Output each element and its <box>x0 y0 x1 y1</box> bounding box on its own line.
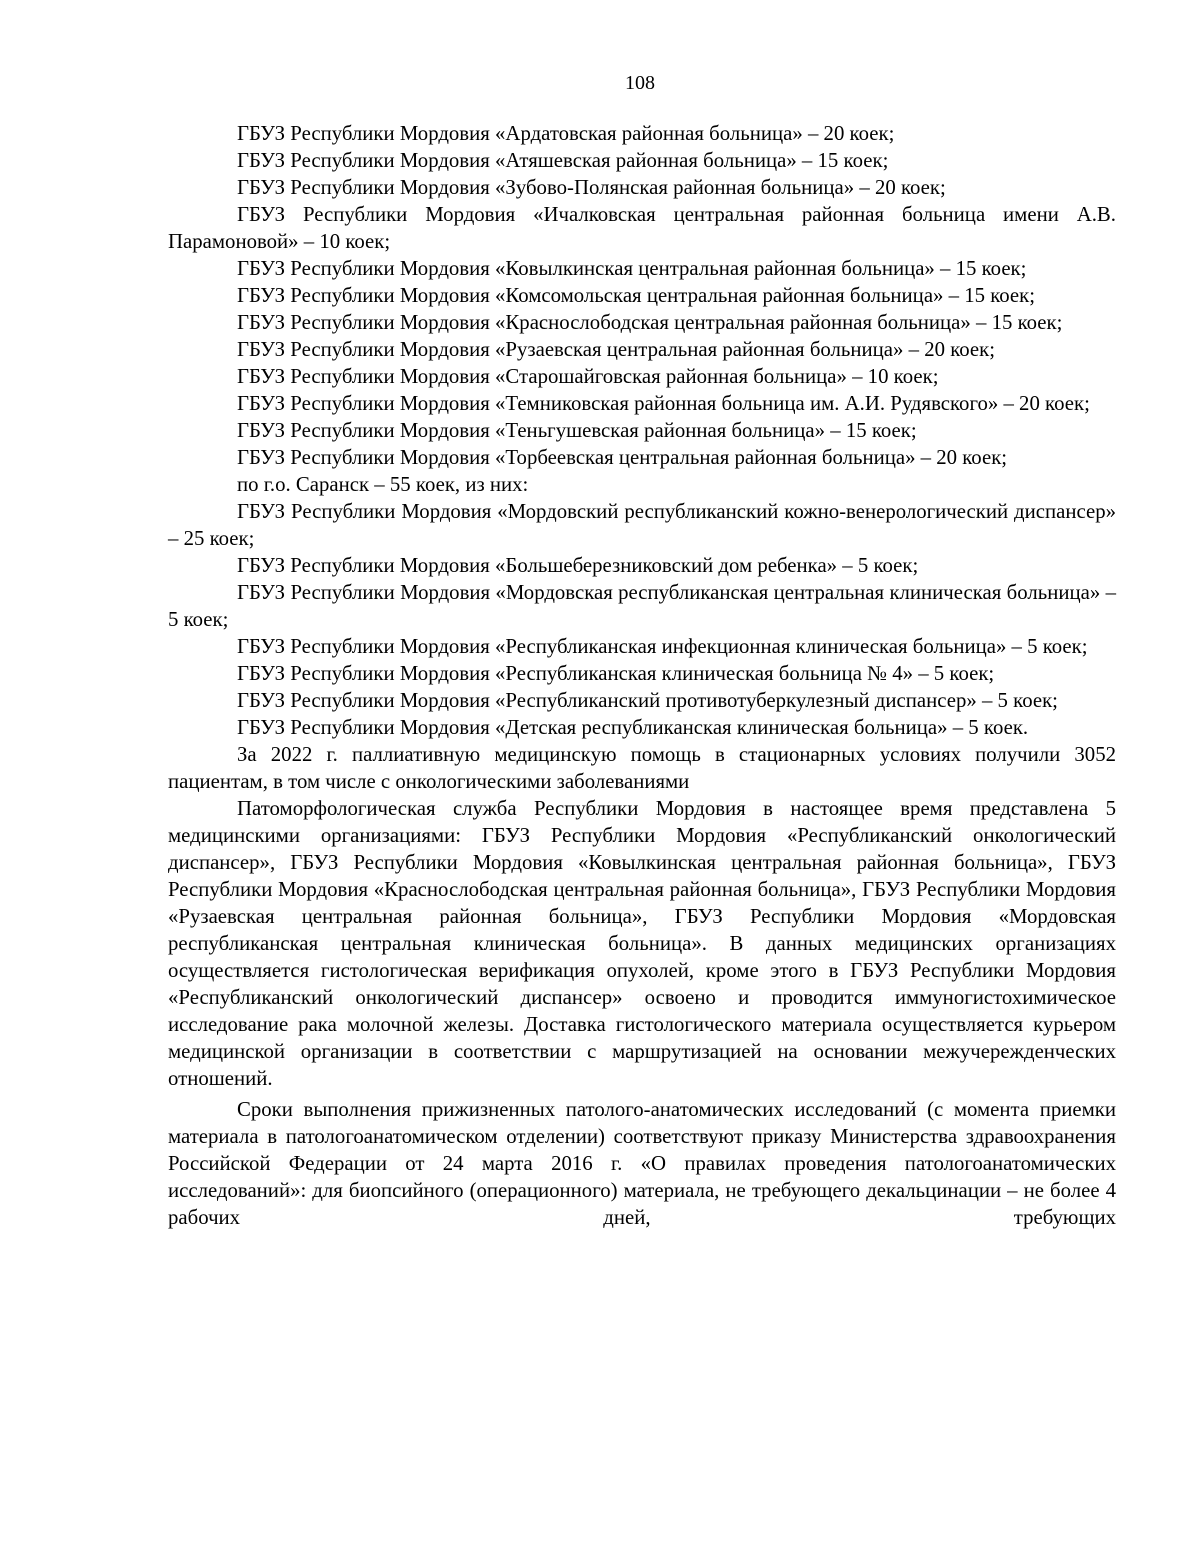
paragraph: ГБУЗ Республики Мордовия «Мордовская республиканская центральная клиническая больница» – 5 коек; <box>168 581 1116 631</box>
paragraph: ГБУЗ Республики Мордовия «Республиканский противотуберкулезный диспансер» – 5 коек; <box>237 689 1058 712</box>
paragraph: ГБУЗ Республики Мордовия «Ковылкинская центральная районная больница» – 15 коек; <box>237 257 1027 280</box>
paragraph: ГБУЗ Республики Мордовия «Атяшевская районная больница» – 15 коек; <box>237 149 889 172</box>
paragraph: ГБУЗ Республики Мордовия «Республиканская инфекционная клиническая больница» – 5 коек; <box>237 635 1088 658</box>
paragraph: ГБУЗ Республики Мордовия «Теньгушевская районная больница» – 15 коек; <box>237 419 917 442</box>
paragraph: ГБУЗ Республики Мордовия «Зубово-Полянская районная больница» – 20 коек; <box>237 176 946 199</box>
paragraph: ГБУЗ Республики Мордовия «Мордовский республиканский кожно-венерологический диспансер» – 25 коек; <box>168 500 1116 550</box>
paragraph: ГБУЗ Республики Мордовия «Торбеевская центральная районная больница» – 20 коек; <box>237 446 1008 469</box>
paragraph: ГБУЗ Республики Мордовия «Рузаевская центральная районная больница» – 20 коек; <box>237 338 996 361</box>
paragraph: Патоморфологическая служба Республики Мордовия в настоящее время представлена 5 медицинскими организациями: ГБУЗ Республики Мордовия «Республиканский онкологический диспансер», ГБУЗ Республики Мордовия «Ковылкинская центральная районная больница», ГБУЗ Республики Мордовия «Краснослободская центральная районная больница», ГБУЗ Республики Мордовия «Рузаевская центральная районная больница», ГБУЗ Республики Мордовия «Мордовская республиканская центральная клиническая больница». В данных медицинских организациях осуществляется гистологическая верификация опухолей, кроме этого в ГБУЗ Республики Мордовия «Республиканский онкологический диспансер» освоено и проводится иммуногистохимическое исследование рака молочной железы. Доставка гистологического материала осуществляется курьером медицинской организации в соответствии с маршрутизацией на основании межучережденческих отношений. <box>168 797 1116 1090</box>
paragraph: За 2022 г. паллиативную медицинскую помощь в стационарных условиях получили 3052 пациентам, в том числе с онкологическими заболеваниями <box>168 743 1116 793</box>
paragraph: Сроки выполнения прижизненных патолого-анатомических исследований (с момента приемки материала в патологоанатомическом отделении) соответствуют приказу Министерства здравоохранения Российской Федерации от 24 марта 2016 г. «О правилах проведения патологоанатомических исследований»: для биопсийного (операционного) материала, не требующего декальцинации – не более 4 рабочих дней, требующих <box>168 1098 1116 1229</box>
paragraph: ГБУЗ Республики Мордовия «Республиканская клиническая больница № 4» – 5 коек; <box>237 662 995 685</box>
paragraph: по г.о. Саранск – 55 коек, из них: <box>237 473 529 496</box>
paragraph: ГБУЗ Республики Мордовия «Темниковская районная больница им. А.И. Рудявского» – 20 коек; <box>237 392 1090 415</box>
document-body <box>168 120 1116 1231</box>
paragraph: ГБУЗ Республики Мордовия «Краснослободская центральная районная больница» – 15 коек; <box>237 311 1063 334</box>
paragraph: ГБУЗ Республики Мордовия «Ардатовская районная больница» – 20 коек; <box>237 122 895 145</box>
paragraph: ГБУЗ Республики Мордовия «Детская республиканская клиническая больница» – 5 коек. <box>237 716 1029 739</box>
paragraph: ГБУЗ Республики Мордовия «Комсомольская центральная районная больница» – 15 коек; <box>237 284 1036 307</box>
paragraph: ГБУЗ Республики Мордовия «Ичалковская центральная районная больница имени А.В. Парамоновой» – 10 коек; <box>168 203 1116 253</box>
paragraph: ГБУЗ Республики Мордовия «Старошайговская районная больница» – 10 коек; <box>237 365 939 388</box>
page-number: 108 <box>625 72 655 94</box>
paragraph: ГБУЗ Республики Мордовия «Большеберезниковский дом ребенка» – 5 коек; <box>237 554 919 577</box>
